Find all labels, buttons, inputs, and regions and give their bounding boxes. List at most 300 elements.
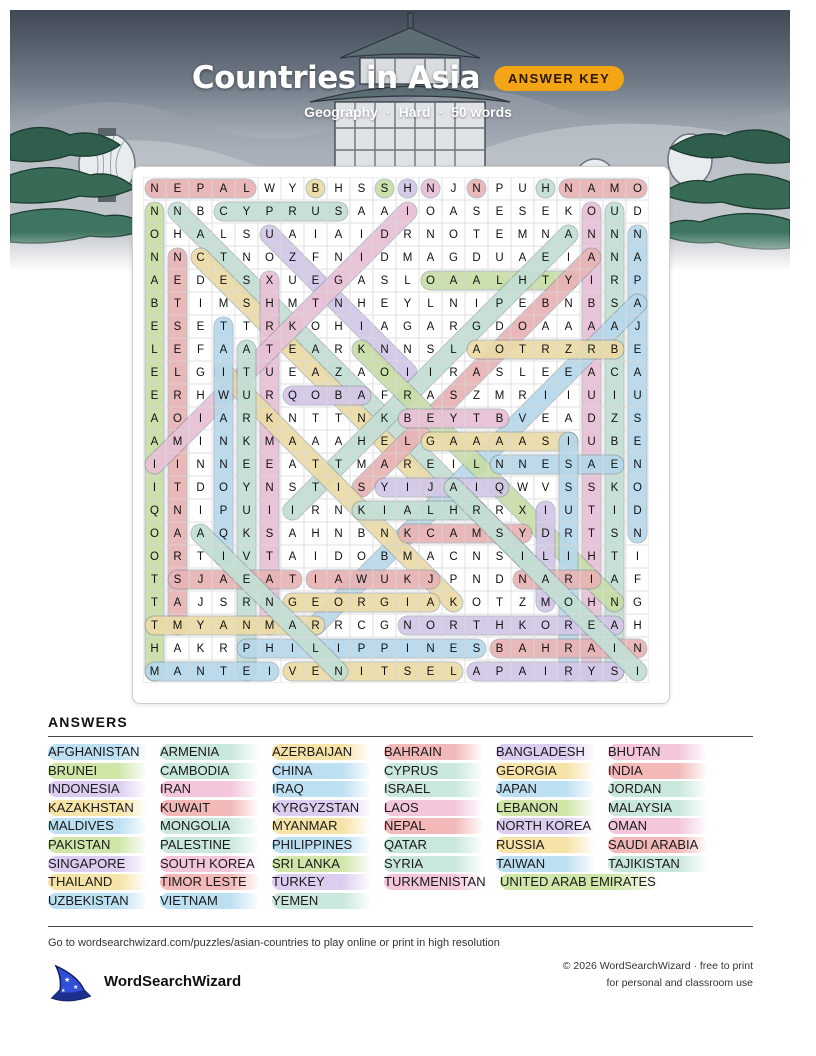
grid-letter[interactable]: W <box>356 573 367 586</box>
grid-letter[interactable]: L <box>496 274 503 287</box>
grid-letter[interactable]: E <box>426 458 435 471</box>
grid-letter[interactable]: A <box>449 274 458 287</box>
grid-letter[interactable]: A <box>610 619 619 632</box>
grid-letter[interactable]: T <box>334 458 343 471</box>
grid-letter[interactable]: M <box>540 596 551 609</box>
grid-letter[interactable]: D <box>472 251 481 264</box>
grid-letter[interactable]: A <box>587 458 596 471</box>
grid-letter[interactable]: Y <box>449 412 458 425</box>
grid-letter[interactable]: A <box>610 573 619 586</box>
grid-letter[interactable]: T <box>472 412 481 425</box>
grid-letter[interactable]: A <box>426 320 435 333</box>
grid-letter[interactable]: K <box>564 205 573 218</box>
grid-letter[interactable]: I <box>359 665 364 678</box>
grid-letter[interactable]: O <box>219 481 228 494</box>
grid-letter[interactable]: G <box>449 251 458 264</box>
grid-letter[interactable]: A <box>219 619 228 632</box>
grid-letter[interactable]: M <box>494 389 505 402</box>
grid-letter[interactable]: E <box>288 343 297 356</box>
grid-letter[interactable]: A <box>449 435 458 448</box>
grid-letter[interactable]: A <box>334 228 343 241</box>
grid-letter[interactable]: N <box>472 182 481 195</box>
grid-letter[interactable]: T <box>173 481 182 494</box>
grid-letter[interactable]: E <box>311 665 320 678</box>
grid-letter[interactable]: A <box>311 435 320 448</box>
grid-letter[interactable]: O <box>541 619 550 632</box>
grid-letter[interactable]: A <box>219 412 228 425</box>
grid-letter[interactable]: N <box>518 458 527 471</box>
grid-letter[interactable]: F <box>380 389 389 402</box>
grid-letter[interactable]: A <box>334 573 343 586</box>
grid-letter[interactable]: A <box>380 458 389 471</box>
grid-letter[interactable]: T <box>472 619 481 632</box>
grid-letter[interactable]: A <box>288 435 297 448</box>
grid-letter[interactable]: S <box>334 205 343 218</box>
grid-letter[interactable]: A <box>357 366 366 379</box>
grid-letter[interactable]: L <box>427 504 434 517</box>
grid-letter[interactable]: A <box>449 527 458 540</box>
grid-letter[interactable]: H <box>311 527 320 540</box>
grid-letter[interactable]: R <box>265 389 274 402</box>
grid-letter[interactable]: M <box>609 182 620 195</box>
grid-letter[interactable]: L <box>174 366 181 379</box>
grid-letter[interactable]: D <box>495 573 504 586</box>
grid-letter[interactable]: M <box>517 228 528 241</box>
grid-letter[interactable]: P <box>196 182 205 195</box>
grid-letter[interactable]: A <box>380 320 389 333</box>
grid-letter[interactable]: T <box>242 366 251 379</box>
grid-letter[interactable]: B <box>196 205 205 218</box>
grid-letter[interactable]: F <box>196 343 205 356</box>
grid-letter[interactable]: N <box>426 182 435 195</box>
grid-letter[interactable]: A <box>472 366 481 379</box>
grid-letter[interactable]: E <box>633 435 642 448</box>
grid-letter[interactable]: T <box>150 596 159 609</box>
grid-letter[interactable]: Z <box>288 251 297 264</box>
grid-letter[interactable]: I <box>313 573 318 586</box>
grid-letter[interactable]: I <box>198 297 203 310</box>
grid-letter[interactable]: A <box>150 435 159 448</box>
grid-letter[interactable]: A <box>196 228 205 241</box>
grid-letter[interactable]: N <box>242 251 251 264</box>
grid-letter[interactable]: M <box>172 435 183 448</box>
grid-letter[interactable]: A <box>518 665 527 678</box>
grid-letter[interactable]: C <box>426 527 435 540</box>
grid-letter[interactable]: A <box>334 435 343 448</box>
grid-letter[interactable]: D <box>334 550 343 563</box>
grid-letter[interactable]: P <box>242 642 251 655</box>
grid-letter[interactable]: T <box>334 412 343 425</box>
grid-letter[interactable]: T <box>587 504 596 517</box>
grid-letter[interactable]: A <box>633 297 642 310</box>
grid-letter[interactable]: O <box>265 251 274 264</box>
grid-letter[interactable]: A <box>426 596 435 609</box>
grid-letter[interactable]: N <box>426 228 435 241</box>
grid-letter[interactable]: V <box>288 665 297 678</box>
grid-letter[interactable]: B <box>495 642 504 655</box>
grid-letter[interactable]: Z <box>518 596 527 609</box>
grid-letter[interactable]: I <box>451 458 456 471</box>
grid-letter[interactable]: O <box>587 205 596 218</box>
grid-letter[interactable]: M <box>402 251 413 264</box>
grid-letter[interactable]: U <box>587 389 596 402</box>
grid-letter[interactable]: R <box>334 343 343 356</box>
grid-letter[interactable]: I <box>198 504 203 517</box>
grid-letter[interactable]: P <box>449 573 458 586</box>
grid-letter[interactable]: A <box>518 642 527 655</box>
grid-letter[interactable]: K <box>403 527 412 540</box>
grid-letter[interactable]: A <box>265 573 274 586</box>
grid-letter[interactable]: A <box>288 550 297 563</box>
grid-letter[interactable]: M <box>471 527 482 540</box>
grid-letter[interactable]: Q <box>150 504 159 517</box>
grid-letter[interactable]: S <box>357 481 366 494</box>
grid-letter[interactable]: N <box>610 596 619 609</box>
grid-letter[interactable]: A <box>564 228 573 241</box>
grid-letter[interactable]: T <box>219 251 228 264</box>
grid-letter[interactable]: W <box>517 481 528 494</box>
grid-letter[interactable]: B <box>495 412 504 425</box>
grid-letter[interactable]: S <box>288 481 297 494</box>
grid-letter[interactable]: D <box>495 320 504 333</box>
grid-letter[interactable]: A <box>472 665 481 678</box>
grid-letter[interactable]: B <box>380 550 389 563</box>
grid-letter[interactable]: I <box>612 504 617 517</box>
grid-letter[interactable]: Y <box>518 527 527 540</box>
grid-letter[interactable]: E <box>173 182 182 195</box>
grid-letter[interactable]: P <box>495 297 504 310</box>
grid-letter[interactable]: N <box>564 297 573 310</box>
grid-letter[interactable]: S <box>242 228 251 241</box>
grid-letter[interactable]: N <box>265 596 274 609</box>
grid-letter[interactable]: Q <box>495 481 504 494</box>
grid-letter[interactable]: J <box>427 573 434 586</box>
grid-letter[interactable]: N <box>150 182 159 195</box>
grid-letter[interactable]: S <box>426 343 435 356</box>
grid-letter[interactable]: A <box>219 343 228 356</box>
grid-letter[interactable]: R <box>403 389 412 402</box>
grid-letter[interactable]: I <box>175 458 180 471</box>
grid-letter[interactable]: C <box>610 366 619 379</box>
grid-letter[interactable]: A <box>587 642 596 655</box>
grid-letter[interactable]: Z <box>610 412 619 425</box>
grid-letter[interactable]: N <box>633 527 642 540</box>
grid-letter[interactable]: O <box>311 389 320 402</box>
grid-letter[interactable]: E <box>541 458 550 471</box>
grid-letter[interactable]: R <box>173 389 182 402</box>
grid-letter[interactable]: E <box>633 343 642 356</box>
grid-letter[interactable]: W <box>218 389 229 402</box>
grid-letter[interactable]: O <box>150 228 159 241</box>
grid-letter[interactable]: I <box>566 550 571 563</box>
grid-letter[interactable]: I <box>359 320 364 333</box>
grid-letter[interactable]: E <box>541 412 550 425</box>
grid-letter[interactable]: A <box>541 320 550 333</box>
grid-letter[interactable]: I <box>382 504 387 517</box>
grid-letter[interactable]: E <box>242 458 251 471</box>
grid-letter[interactable]: A <box>587 251 596 264</box>
grid-letter[interactable]: A <box>518 251 527 264</box>
grid-letter[interactable]: N <box>403 343 412 356</box>
grid-letter[interactable]: E <box>150 389 159 402</box>
grid-letter[interactable]: I <box>566 389 571 402</box>
grid-letter[interactable]: A <box>173 642 182 655</box>
grid-letter[interactable]: N <box>495 458 504 471</box>
grid-letter[interactable]: P <box>265 205 274 218</box>
grid-letter[interactable]: S <box>242 297 251 310</box>
grid-letter[interactable]: N <box>380 527 389 540</box>
grid-letter[interactable]: A <box>288 619 297 632</box>
grid-letter[interactable]: T <box>311 481 320 494</box>
grid-letter[interactable]: N <box>288 412 297 425</box>
grid-letter[interactable]: J <box>634 320 641 333</box>
grid-letter[interactable]: C <box>219 205 228 218</box>
grid-letter[interactable]: E <box>311 274 320 287</box>
grid-letter[interactable]: N <box>334 504 343 517</box>
grid-letter[interactable]: A <box>564 412 573 425</box>
grid-letter[interactable]: A <box>173 527 182 540</box>
grid-letter[interactable]: S <box>173 573 182 586</box>
grid-letter[interactable]: R <box>311 619 320 632</box>
grid-letter[interactable]: E <box>150 320 159 333</box>
grid-letter[interactable]: S <box>610 665 619 678</box>
grid-letter[interactable]: N <box>150 205 159 218</box>
grid-letter[interactable]: E <box>518 297 527 310</box>
grid-letter[interactable]: H <box>403 182 412 195</box>
grid-letter[interactable]: E <box>495 205 504 218</box>
grid-letter[interactable]: K <box>357 343 366 356</box>
grid-letter[interactable]: I <box>520 550 525 563</box>
grid-letter[interactable]: E <box>242 665 251 678</box>
grid-letter[interactable]: E <box>541 205 550 218</box>
grid-letter[interactable]: S <box>265 527 274 540</box>
grid-letter[interactable]: I <box>566 435 571 448</box>
grid-letter[interactable]: G <box>633 596 642 609</box>
grid-letter[interactable]: R <box>541 343 550 356</box>
grid-letter[interactable]: T <box>242 320 251 333</box>
grid-letter[interactable]: R <box>265 320 274 333</box>
grid-letter[interactable]: U <box>610 205 619 218</box>
grid-letter[interactable]: K <box>518 619 527 632</box>
grid-letter[interactable]: A <box>472 343 481 356</box>
grid-letter[interactable]: R <box>564 642 573 655</box>
grid-letter[interactable]: Y <box>564 274 573 287</box>
grid-letter[interactable]: T <box>311 458 320 471</box>
grid-letter[interactable]: V <box>242 550 251 563</box>
grid-letter[interactable]: J <box>450 182 457 195</box>
grid-letter[interactable]: P <box>219 504 228 517</box>
grid-letter[interactable]: N <box>587 228 596 241</box>
grid-letter[interactable]: E <box>196 320 205 333</box>
grid-letter[interactable]: S <box>449 389 458 402</box>
grid-letter[interactable]: O <box>564 596 573 609</box>
grid-letter[interactable]: T <box>196 550 205 563</box>
grid-letter[interactable]: R <box>219 642 228 655</box>
grid-letter[interactable]: B <box>587 297 596 310</box>
grid-letter[interactable]: R <box>564 619 573 632</box>
grid-letter[interactable]: Y <box>403 297 412 310</box>
grid-letter[interactable]: H <box>357 297 366 310</box>
grid-letter[interactable]: A <box>495 435 504 448</box>
grid-letter[interactable]: A <box>426 389 435 402</box>
grid-letter[interactable]: K <box>265 412 274 425</box>
grid-letter[interactable]: E <box>219 274 228 287</box>
grid-letter[interactable]: I <box>589 573 594 586</box>
grid-letter[interactable]: B <box>150 297 159 310</box>
grid-letter[interactable]: S <box>173 320 182 333</box>
grid-letter[interactable]: M <box>172 619 183 632</box>
grid-letter[interactable]: U <box>380 573 389 586</box>
grid-letter[interactable]: U <box>311 205 320 218</box>
grid-letter[interactable]: D <box>541 527 550 540</box>
grid-letter[interactable]: C <box>449 550 458 563</box>
grid-letter[interactable]: A <box>357 205 366 218</box>
grid-letter[interactable]: J <box>427 481 434 494</box>
grid-letter[interactable]: R <box>173 550 182 563</box>
grid-letter[interactable]: S <box>610 297 619 310</box>
grid-letter[interactable]: O <box>518 320 527 333</box>
grid-letter[interactable]: U <box>587 435 596 448</box>
grid-letter[interactable]: U <box>288 274 297 287</box>
grid-letter[interactable]: L <box>542 550 549 563</box>
grid-letter[interactable]: N <box>173 205 182 218</box>
grid-letter[interactable]: Z <box>334 366 343 379</box>
grid-letter[interactable]: T <box>495 596 504 609</box>
grid-letter[interactable]: I <box>474 297 479 310</box>
grid-letter[interactable]: H <box>196 389 205 402</box>
grid-letter[interactable]: Q <box>219 527 228 540</box>
grid-letter[interactable]: K <box>610 481 619 494</box>
grid-letter[interactable]: L <box>473 458 480 471</box>
grid-letter[interactable]: S <box>495 366 504 379</box>
grid-letter[interactable]: H <box>541 642 550 655</box>
grid-letter[interactable]: C <box>196 251 205 264</box>
grid-letter[interactable]: I <box>543 504 548 517</box>
grid-letter[interactable]: O <box>495 343 504 356</box>
grid-letter[interactable]: I <box>336 642 341 655</box>
grid-letter[interactable]: M <box>149 665 160 678</box>
grid-letter[interactable]: I <box>405 366 410 379</box>
grid-letter[interactable]: E <box>587 619 596 632</box>
grid-letter[interactable]: R <box>403 228 412 241</box>
grid-letter[interactable]: A <box>426 550 435 563</box>
grid-letter[interactable]: A <box>449 481 458 494</box>
grid-letter[interactable]: V <box>518 412 527 425</box>
grid-letter[interactable]: D <box>380 228 389 241</box>
grid-letter[interactable]: A <box>472 435 481 448</box>
grid-letter[interactable]: R <box>564 665 573 678</box>
grid-letter[interactable]: A <box>449 205 458 218</box>
grid-letter[interactable]: N <box>219 458 228 471</box>
grid-letter[interactable]: T <box>219 320 228 333</box>
grid-letter[interactable]: E <box>564 366 573 379</box>
grid-letter[interactable]: E <box>426 412 435 425</box>
grid-letter[interactable]: D <box>587 412 596 425</box>
grid-letter[interactable]: E <box>288 366 297 379</box>
grid-letter[interactable]: M <box>287 297 298 310</box>
grid-letter[interactable]: R <box>403 458 412 471</box>
grid-letter[interactable]: O <box>449 228 458 241</box>
grid-letter[interactable]: S <box>242 274 251 287</box>
grid-letter[interactable]: N <box>334 251 343 264</box>
grid-letter[interactable]: H <box>334 182 343 195</box>
grid-letter[interactable]: N <box>265 481 274 494</box>
grid-letter[interactable]: G <box>196 366 205 379</box>
grid-letter[interactable]: A <box>288 527 297 540</box>
grid-letter[interactable]: D <box>633 504 642 517</box>
grid-letter[interactable]: R <box>449 366 458 379</box>
grid-letter[interactable]: Y <box>587 665 596 678</box>
grid-letter[interactable]: E <box>610 458 619 471</box>
grid-letter[interactable]: I <box>635 550 640 563</box>
grid-letter[interactable]: U <box>242 389 251 402</box>
grid-letter[interactable]: A <box>633 366 642 379</box>
grid-letter[interactable]: K <box>449 596 458 609</box>
grid-letter[interactable]: I <box>405 481 410 494</box>
grid-letter[interactable]: P <box>633 274 642 287</box>
grid-letter[interactable]: P <box>495 665 504 678</box>
grid-letter[interactable]: U <box>495 251 504 264</box>
grid-letter[interactable]: N <box>357 412 366 425</box>
grid-letter[interactable]: H <box>449 504 458 517</box>
grid-letter[interactable]: T <box>265 343 274 356</box>
grid-letter[interactable]: T <box>150 619 159 632</box>
grid-letter[interactable]: A <box>403 504 412 517</box>
grid-letter[interactable]: Y <box>196 619 205 632</box>
grid-letter[interactable]: L <box>404 435 411 448</box>
grid-letter[interactable]: F <box>633 573 642 586</box>
grid-letter[interactable]: L <box>151 343 158 356</box>
grid-letter[interactable]: I <box>290 642 295 655</box>
grid-letter[interactable]: B <box>610 343 619 356</box>
grid-letter[interactable]: K <box>196 642 205 655</box>
grid-letter[interactable]: S <box>380 274 389 287</box>
grid-letter[interactable]: R <box>449 619 458 632</box>
grid-letter[interactable]: M <box>402 550 413 563</box>
grid-letter[interactable]: T <box>173 297 182 310</box>
grid-letter[interactable]: N <box>173 251 182 264</box>
grid-letter[interactable]: L <box>404 274 411 287</box>
grid-letter[interactable]: S <box>564 481 573 494</box>
grid-letter[interactable]: H <box>265 642 274 655</box>
grid-letter[interactable]: N <box>242 619 251 632</box>
grid-letter[interactable]: I <box>405 205 410 218</box>
grid-letter[interactable]: N <box>426 642 435 655</box>
grid-letter[interactable]: B <box>403 412 412 425</box>
grid-letter[interactable]: T <box>541 274 550 287</box>
grid-letter[interactable]: B <box>334 389 343 402</box>
grid-letter[interactable]: U <box>265 366 274 379</box>
grid-letter[interactable]: B <box>610 435 619 448</box>
grid-letter[interactable]: R <box>288 205 297 218</box>
grid-letter[interactable]: X <box>518 504 527 517</box>
grid-letter[interactable]: P <box>495 182 504 195</box>
grid-letter[interactable]: T <box>518 343 527 356</box>
grid-letter[interactable]: T <box>311 297 320 310</box>
grid-letter[interactable]: A <box>633 251 642 264</box>
grid-letter[interactable]: U <box>633 389 642 402</box>
grid-letter[interactable]: K <box>380 412 389 425</box>
grid-letter[interactable]: I <box>359 228 364 241</box>
grid-letter[interactable]: R <box>564 527 573 540</box>
grid-letter[interactable]: H <box>173 228 182 241</box>
grid-letter[interactable]: N <box>403 619 412 632</box>
grid-letter[interactable]: H <box>357 435 366 448</box>
grid-letter[interactable]: B <box>311 182 320 195</box>
grid-letter[interactable]: N <box>633 228 642 241</box>
grid-letter[interactable]: M <box>218 297 229 310</box>
grid-letter[interactable]: O <box>426 205 435 218</box>
